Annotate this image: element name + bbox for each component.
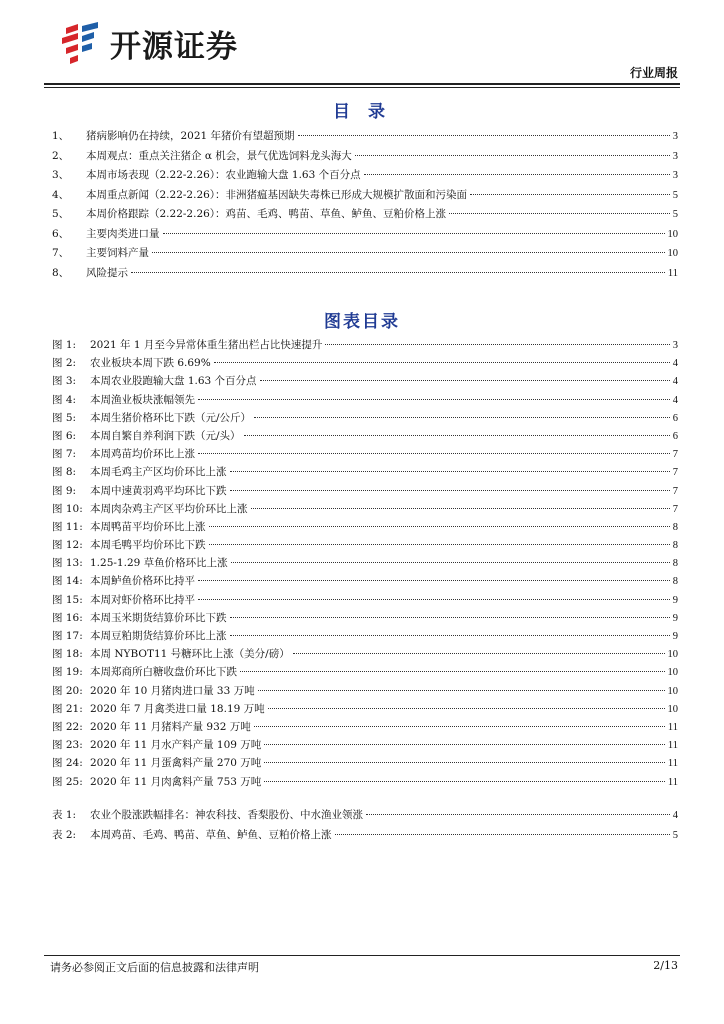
entry-label: 农业板块本周下跌 6.69%: [90, 357, 211, 370]
entry-number: 图 1:: [52, 339, 77, 351]
figure-entry[interactable]: [52, 572, 678, 590]
entry-number: 表 1:: [52, 809, 77, 821]
entry-label: 本周肉杂鸡主产区平均价环比上涨: [90, 502, 248, 515]
dot-leader: [240, 671, 665, 672]
entry-page: 10: [667, 685, 678, 697]
table-entry[interactable]: [52, 806, 678, 826]
figure-entry[interactable]: [52, 700, 678, 718]
dot-leader: [131, 272, 665, 273]
entry-label: 本周鸭苗平均价环比上涨: [90, 520, 206, 533]
entry-number: 图 20:: [52, 684, 83, 697]
entry-label: 本周自繁自养利润下跌（元/头）: [90, 429, 241, 442]
entry-label: 2020 年 10 月猪肉进口量 33 万吨: [90, 684, 255, 697]
entry-number: 图 21:: [52, 702, 83, 715]
entry-page: 4: [672, 810, 678, 821]
dot-leader: [163, 233, 665, 234]
entry-label: 本周鲈鱼价格环比持平: [90, 575, 195, 588]
entry-page: 8: [672, 558, 678, 570]
dot-leader: [209, 526, 670, 527]
page-number: 2/13: [653, 959, 678, 972]
entry-number: 图 14:: [52, 575, 83, 588]
dot-leader: [470, 194, 670, 195]
entry-number: 图 19:: [52, 666, 83, 679]
table-index-list: [52, 806, 678, 845]
dot-leader: [231, 562, 670, 563]
dot-leader: [230, 617, 670, 618]
figure-entry[interactable]: [52, 682, 678, 700]
entry-page: 10: [667, 703, 678, 715]
entry-number: 图 24:: [52, 757, 83, 770]
entry-label: 农业个股涨跌幅排名：神农科技、香梨股份、中水渔业领涨: [90, 809, 363, 821]
figure-entry[interactable]: [52, 736, 678, 754]
dot-leader: [366, 814, 670, 815]
entry-page: 5: [672, 829, 678, 841]
entry-number: 图 9:: [52, 484, 77, 497]
dot-leader: [298, 135, 670, 136]
dot-leader: [198, 580, 670, 581]
entry-label: 主要肉类进口量: [86, 227, 160, 240]
toc-list: [52, 127, 678, 283]
entry-page: 7: [672, 485, 678, 497]
entry-number: 6、: [52, 227, 70, 240]
figure-entry[interactable]: [52, 500, 678, 518]
figure-entry[interactable]: [52, 354, 678, 372]
entry-label: 本周鸡苗均价环比上涨: [90, 448, 195, 461]
entry-number: 1、: [52, 130, 70, 142]
entry-number: 7、: [52, 247, 70, 259]
figure-entry[interactable]: [52, 463, 678, 481]
entry-label: 本周鸡苗、毛鸡、鸭苗、草鱼、鲈鱼、豆粕价格上涨: [90, 828, 332, 841]
figure-entry[interactable]: [52, 482, 678, 500]
entry-number: 图 13:: [52, 557, 83, 570]
brand-name: 开源证券: [110, 28, 238, 65]
dot-leader: [260, 380, 670, 381]
dot-leader: [198, 453, 670, 454]
entry-label: 本周豆粕期货结算价环比上涨: [90, 630, 227, 642]
table-entry[interactable]: [52, 826, 678, 846]
entry-label: 2020 年 11 月猪料产量 932 万吨: [90, 720, 251, 733]
toc-entry[interactable]: [52, 127, 678, 147]
entry-page: 4: [672, 376, 678, 388]
entry-label: 风险提示: [86, 266, 128, 279]
entry-page: 10: [667, 649, 678, 661]
entry-number: 图 16:: [52, 611, 83, 624]
entry-number: 图 18:: [52, 648, 83, 661]
entry-page: 4: [672, 394, 678, 406]
entry-page: 7: [672, 467, 678, 479]
entry-number: 图 17:: [52, 630, 83, 642]
figure-entry[interactable]: [52, 718, 678, 736]
dot-leader: [254, 726, 665, 727]
entry-page: 11: [667, 740, 678, 752]
entry-label: 本周玉米期货结算价环比下跌: [90, 611, 227, 624]
figure-entry[interactable]: [52, 336, 678, 354]
entry-page: 11: [667, 758, 678, 770]
entry-label: 2020 年 7 月禽类进口量 18.19 万吨: [90, 702, 265, 715]
entry-page: 8: [672, 576, 678, 588]
dot-leader: [230, 471, 670, 472]
entry-number: 图 10:: [52, 502, 83, 515]
figure-entry[interactable]: [52, 554, 678, 572]
entry-number: 3、: [52, 169, 70, 181]
entry-page: 8: [672, 540, 678, 552]
entry-label: 本周生猪价格环比下跌（元/公斤）: [90, 411, 252, 424]
dot-leader: [230, 490, 670, 491]
toc-entry[interactable]: [52, 244, 678, 264]
entry-label: 本周毛鸡主产区均价环比上涨: [90, 466, 227, 479]
dot-leader: [198, 399, 670, 400]
entry-page: 3: [672, 340, 678, 351]
dot-leader: [355, 155, 670, 156]
toc-entry[interactable]: [52, 264, 678, 284]
entry-label: 本周价格跟踪（2.22-2.26）：鸡苗、毛鸡、鸭苗、草鱼、鲈鱼、豆粕价格上涨: [86, 208, 447, 220]
footer-rule: [44, 955, 680, 956]
entry-label: 本周郑商所白糖收盘价环比下跌: [90, 666, 237, 679]
dot-leader: [244, 435, 670, 436]
entry-number: 图 5:: [52, 411, 77, 424]
figure-entry[interactable]: [52, 663, 678, 681]
entry-page: 5: [672, 189, 678, 201]
entry-page: 3: [672, 131, 678, 142]
dot-leader: [449, 213, 670, 214]
entry-page: 3: [672, 150, 678, 162]
entry-number: 图 2:: [52, 357, 77, 370]
entry-page: 5: [672, 209, 678, 220]
entry-label: 本周市场表现（2.22-2.26）：农业跑输大盘 1.63 个百分点: [86, 169, 361, 181]
entry-label: 2020 年 11 月蛋禽料产量 270 万吨: [90, 757, 262, 770]
entry-label: 本周农业股跑输大盘 1.63 个百分点: [90, 375, 257, 388]
dot-leader: [209, 544, 670, 545]
figure-entry[interactable]: [52, 391, 678, 409]
toc-entry[interactable]: [52, 186, 678, 206]
figure-entry[interactable]: [52, 773, 678, 791]
entry-number: 表 2:: [52, 828, 77, 841]
entry-label: 本周 NYBOT11 号糖环比上涨（美分/磅）: [90, 648, 290, 661]
entry-number: 图 22:: [52, 720, 83, 733]
entry-label: 2020 年 11 月水产料产量 109 万吨: [90, 739, 262, 752]
entry-page: 6: [672, 412, 678, 424]
header-rule: [44, 83, 680, 85]
figure-entry[interactable]: [52, 445, 678, 463]
entry-page: 11: [667, 267, 678, 279]
dot-leader: [230, 635, 670, 636]
entry-number: 图 15:: [52, 593, 83, 606]
dot-leader: [264, 781, 665, 782]
toc-entry[interactable]: [52, 225, 678, 245]
brand-logo-icon: [58, 20, 104, 66]
entry-label: 本周中速黄羽鸡平均环比下跌: [90, 484, 227, 497]
figure-entry[interactable]: [52, 754, 678, 772]
entry-page: 7: [672, 449, 678, 461]
entry-number: 图 4:: [52, 393, 77, 406]
entry-number: 图 23:: [52, 739, 83, 752]
entry-label: 本周对虾价格环比持平: [90, 593, 195, 606]
entry-page: 6: [672, 430, 678, 442]
dot-leader: [325, 344, 669, 345]
figure-entry[interactable]: [52, 591, 678, 609]
entry-page: 7: [672, 503, 678, 515]
dot-leader: [335, 834, 670, 835]
entry-page: 8: [672, 521, 678, 533]
entry-label: 猪病影响仍在持续，2021 年猪价有望超预期: [86, 130, 295, 142]
entry-label: 本周重点新闻（2.22-2.26）：非洲猪瘟基因缺失毒株已形成大规模扩散面和污染面: [86, 188, 468, 201]
entry-label: 2021 年 1 月至今异常体重生猪出栏占比快速提升: [90, 339, 323, 351]
entry-label: 本周渔业板块涨幅领先: [90, 393, 195, 406]
dot-leader: [198, 599, 670, 600]
dot-leader: [264, 762, 665, 763]
entry-number: 图 12:: [52, 539, 83, 552]
entry-number: 图 7:: [52, 448, 77, 461]
dot-leader: [214, 362, 670, 363]
entry-label: 2020 年 11 月肉禽料产量 753 万吨: [90, 775, 262, 788]
toc-entry[interactable]: [52, 205, 678, 225]
figure-entry[interactable]: [52, 536, 678, 554]
entry-page: 11: [667, 721, 678, 733]
entry-number: 2、: [52, 149, 70, 162]
entry-page: 9: [672, 594, 678, 606]
entry-label: 主要饲料产量: [86, 247, 149, 259]
entry-label: 本周观点：重点关注猪企 α 机会，景气优选饲料龙头海大: [86, 149, 352, 162]
entry-number: 4、: [52, 188, 70, 201]
dot-leader: [251, 508, 670, 509]
dot-leader: [264, 744, 665, 745]
entry-page: 9: [672, 631, 678, 642]
figure-entry[interactable]: [52, 609, 678, 627]
entry-number: 图 11:: [52, 520, 83, 533]
figure-entry[interactable]: [52, 645, 678, 663]
figure-entry[interactable]: [52, 427, 678, 445]
entry-label: 1.25-1.29 草鱼价格环比上涨: [90, 557, 228, 570]
entry-label: 本周毛鸭平均价环比下跌: [90, 539, 206, 552]
dot-leader: [293, 653, 665, 654]
toc-entry[interactable]: [52, 147, 678, 167]
figure-entry[interactable]: [52, 627, 678, 645]
dot-leader: [364, 174, 670, 175]
toc-title: 目 录: [333, 102, 391, 122]
entry-page: 10: [667, 248, 678, 259]
document-type: 行业周报: [629, 66, 678, 80]
toc-entry[interactable]: [52, 166, 678, 186]
entry-page: 10: [667, 228, 678, 240]
entry-page: 4: [672, 358, 678, 370]
entry-page: 11: [667, 776, 678, 788]
figure-index-list: [52, 336, 678, 791]
entry-number: 图 6:: [52, 429, 77, 442]
dot-leader: [254, 417, 670, 418]
dot-leader: [258, 690, 665, 691]
figure-entry[interactable]: [52, 409, 678, 427]
dot-leader: [268, 708, 665, 709]
figure-index-title: 图表目录: [324, 312, 400, 332]
brand-logo: [58, 20, 238, 66]
entry-page: 3: [672, 170, 678, 181]
footer-disclaimer: 请务必参阅正文后面的信息披露和法律声明: [50, 961, 259, 974]
entry-number: 图 8:: [52, 466, 77, 479]
entry-number: 8、: [52, 266, 70, 279]
entry-page: 9: [672, 612, 678, 624]
entry-number: 图 25:: [52, 775, 83, 788]
figure-entry[interactable]: [52, 372, 678, 390]
entry-number: 5、: [52, 208, 70, 220]
header-rule-thin: [44, 87, 680, 88]
dot-leader: [152, 252, 665, 253]
figure-entry[interactable]: [52, 518, 678, 536]
entry-page: 10: [667, 667, 678, 679]
entry-number: 图 3:: [52, 375, 77, 388]
